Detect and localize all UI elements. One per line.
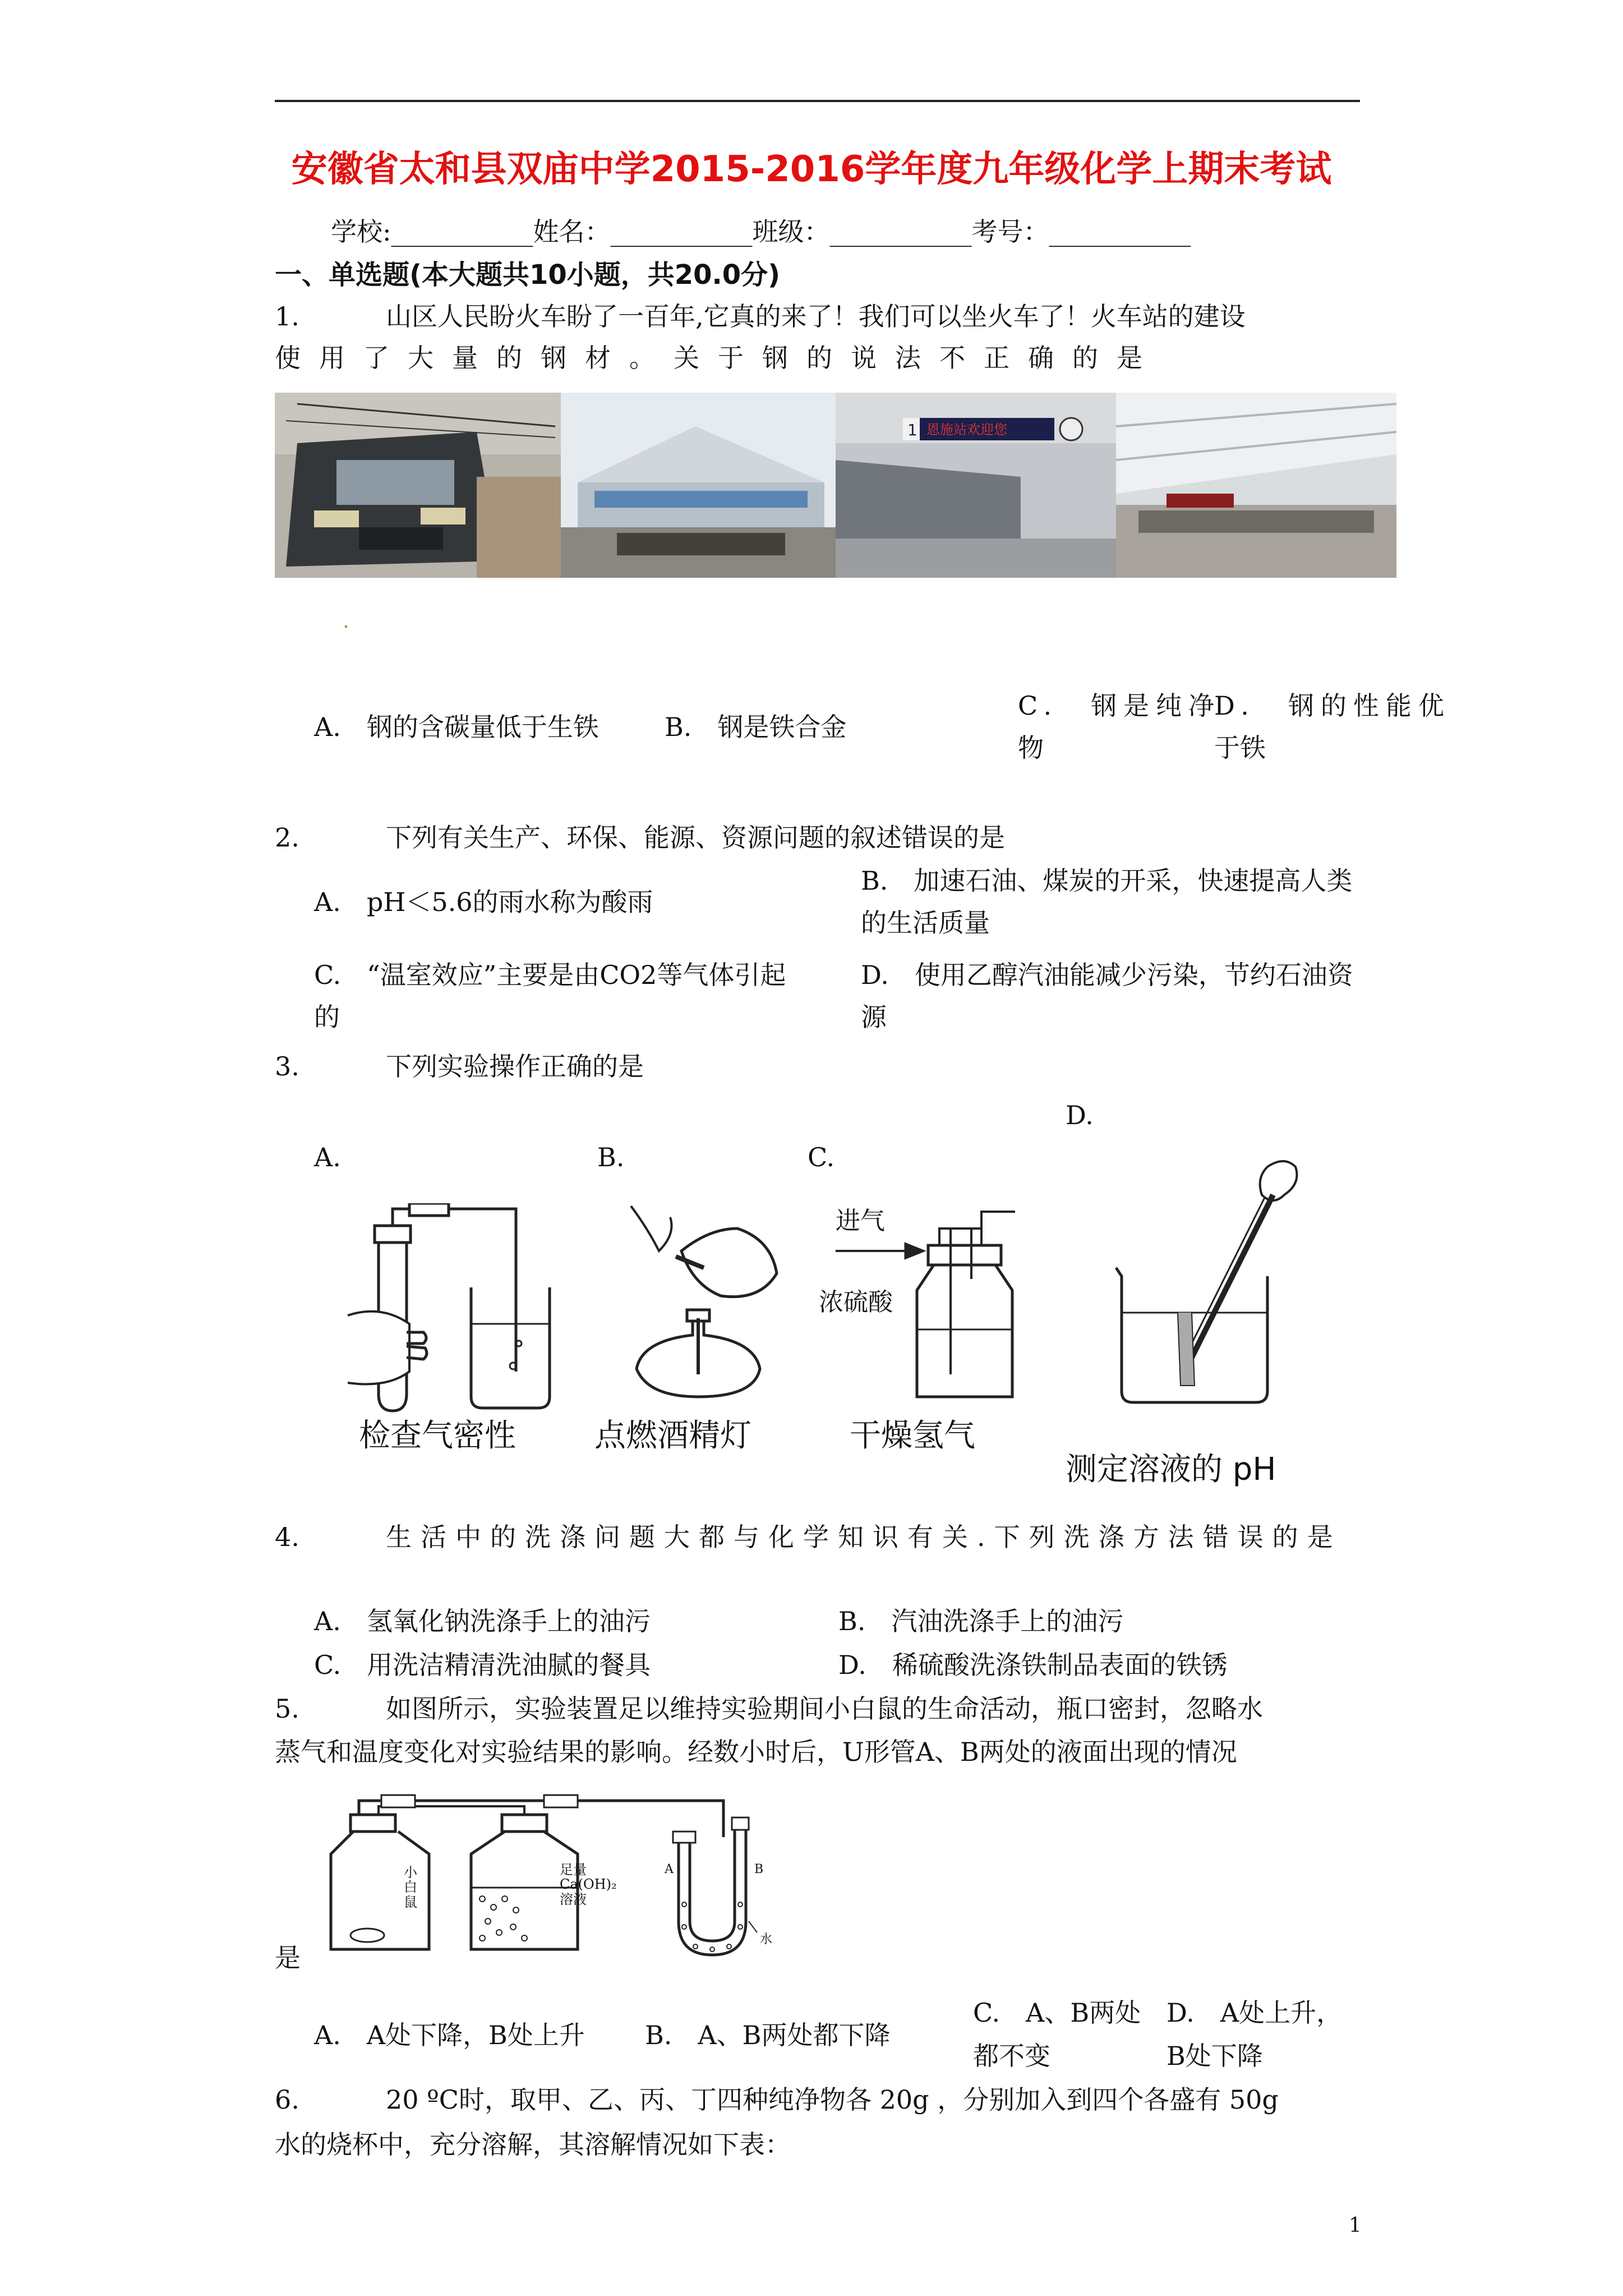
fig-label-solution	[560, 1862, 617, 1907]
q2-number: 2.	[275, 822, 299, 853]
q5-number: 5.	[275, 1694, 299, 1724]
label-gas-in: 进气	[836, 1207, 885, 1235]
small-dot	[345, 625, 347, 628]
top-rule	[275, 100, 1360, 102]
q5-option-c-line1: C. A、B两处	[973, 1998, 1141, 2028]
fig-label-mouse-1: 小	[404, 1865, 417, 1880]
q4-option-b: B. 汽油洗涤手上的油污	[838, 1606, 1124, 1636]
caption-drying: 干燥氢气	[850, 1418, 975, 1454]
exam-title: 安徽省太和县双庙中学2015-2016学年度九年级化学上期末考试	[291, 149, 1332, 190]
q6-stem-line2: 水的烧杯中，充分溶解，其溶解情况如下表：	[275, 2129, 791, 2160]
section-heading: 一、单选题(本大题共10小题，共20.0分)	[275, 259, 781, 291]
fig-label-solution-1: 足量	[560, 1862, 587, 1878]
q2-option-c-line2: 的	[314, 1002, 340, 1032]
q5-option-a: A. A处下降，B处上升	[314, 2020, 585, 2050]
q4-option-d: D. 稀硫酸洗涤铁制品表面的铁锈	[838, 1650, 1228, 1680]
q5-option-b: B. A、B两处都下降	[645, 2020, 891, 2050]
fig-label-solution-3: 溶液	[560, 1891, 587, 1907]
q5-option-c-line2: 都不变	[973, 2041, 1050, 2071]
station-photo	[561, 393, 836, 578]
fig-label-mouse	[404, 1865, 417, 1910]
fig-label-mouse-3: 鼠	[404, 1894, 417, 1910]
q5-stem-line1: 如图所示，实验装置足以维持实验期间小白鼠的生命活动，瓶口密封，忽略水	[386, 1694, 1263, 1724]
welcome-sign: 恩施站欢迎您	[926, 422, 1007, 438]
q3-label-a: A.	[314, 1142, 341, 1172]
q3-label-d: D.	[1066, 1100, 1094, 1130]
q2-stem: 下列有关生产、环保、能源、资源问题的叙述错误的是	[386, 822, 1005, 853]
q3-label-b: B.	[597, 1142, 625, 1172]
fig-alcohol-lamp	[608, 1189, 788, 1408]
q3-number: 3.	[275, 1051, 299, 1082]
q1-option-a: A. 钢的含碳量低于生铁	[314, 712, 599, 742]
fig-label-a: A	[665, 1862, 674, 1876]
fig-label-solution-2: Ca(OH)₂	[560, 1876, 617, 1893]
q2-option-b-line1: B. 加速石油、煤炭的开采，快速提高人类	[861, 866, 1353, 896]
fig-label-water: 水	[760, 1932, 773, 1947]
hall-photo	[1116, 393, 1396, 578]
q4-option-a: A. 氢氧化钠洗涤手上的油污	[314, 1606, 651, 1636]
q4-option-c: C. 用洗洁精清洗油腻的餐具	[314, 1650, 651, 1680]
q1-option-b: B. 钢是铁合金	[665, 712, 847, 742]
q5-stem-line3: 是	[275, 1943, 301, 1973]
q5-option-d-line2: B处下降	[1166, 2041, 1263, 2071]
q3-stem: 下列实验操作正确的是	[386, 1051, 644, 1082]
fig-label-mouse-2: 白	[404, 1879, 417, 1895]
caption-airtight: 检查气密性	[359, 1418, 516, 1454]
q5-option-d-line1: D. A处上升，	[1166, 1998, 1343, 2028]
fig-measure-ph	[1110, 1144, 1324, 1414]
student-info-line: 学校:___________姓名：___________班级：___________考号：___________	[331, 217, 1191, 247]
q3-label-c: C.	[808, 1142, 835, 1172]
q5-stem-line2: 蒸气和温度变化对实验结果的影响。经数小时后，U形管A、B两处的液面出现的情况	[275, 1737, 1237, 1767]
q2-option-d-line1: D. 使用乙醇汽油能减少污染，节约石油资	[861, 960, 1353, 990]
q1-option-c-line2: 物	[1018, 733, 1044, 763]
q1-option-d-line2: 于铁	[1214, 733, 1266, 763]
q1-number: 1.	[275, 301, 299, 332]
q1-stem-line1: 山区人民盼火车盼了一百年,它真的来了！我们可以坐火车了！火车站的建设	[386, 301, 1246, 332]
q1-option-c-line1: C. 钢是纯净	[1018, 691, 1221, 721]
platform-number: 1	[907, 421, 917, 439]
fig-airtight-check	[325, 1203, 561, 1416]
q2-option-c-line1: C. “温室效应”主要是由CO2等气体引起	[314, 960, 786, 990]
train-photo	[275, 393, 561, 578]
q1-option-d-line1: D. 钢的性能优	[1214, 691, 1451, 721]
page-number: 1	[1349, 2214, 1362, 2237]
q1-stem-line2: 使用了大量的钢材。关于钢的说法不正确的是	[275, 343, 1161, 373]
q6-number: 6.	[275, 2085, 299, 2115]
q4-number: 4.	[275, 1522, 299, 1552]
q2-option-a: A. pH＜5.6的雨水称为酸雨	[314, 887, 653, 917]
q6-stem-line1: 20 ºC时，取甲、乙、丙、丁四种纯净物各 20g ，分别加入到四个各盛有 50g	[386, 2085, 1279, 2115]
fig-mouse-apparatus	[320, 1792, 768, 1961]
caption-ph: 测定溶液的 pH	[1066, 1451, 1276, 1488]
caption-lamp: 点燃酒精灯	[594, 1418, 751, 1454]
q4-stem: 生活中的洗涤问题大都与化学知识有关.下列洗涤方法错误的是	[386, 1522, 1342, 1552]
fig-label-b: B	[754, 1862, 764, 1876]
q2-option-d-line2: 源	[861, 1002, 887, 1032]
platform-photo	[836, 393, 1116, 578]
label-conc-sulfuric-acid: 浓硫酸	[819, 1288, 893, 1317]
q2-option-b-line2: 的生活质量	[861, 908, 990, 938]
